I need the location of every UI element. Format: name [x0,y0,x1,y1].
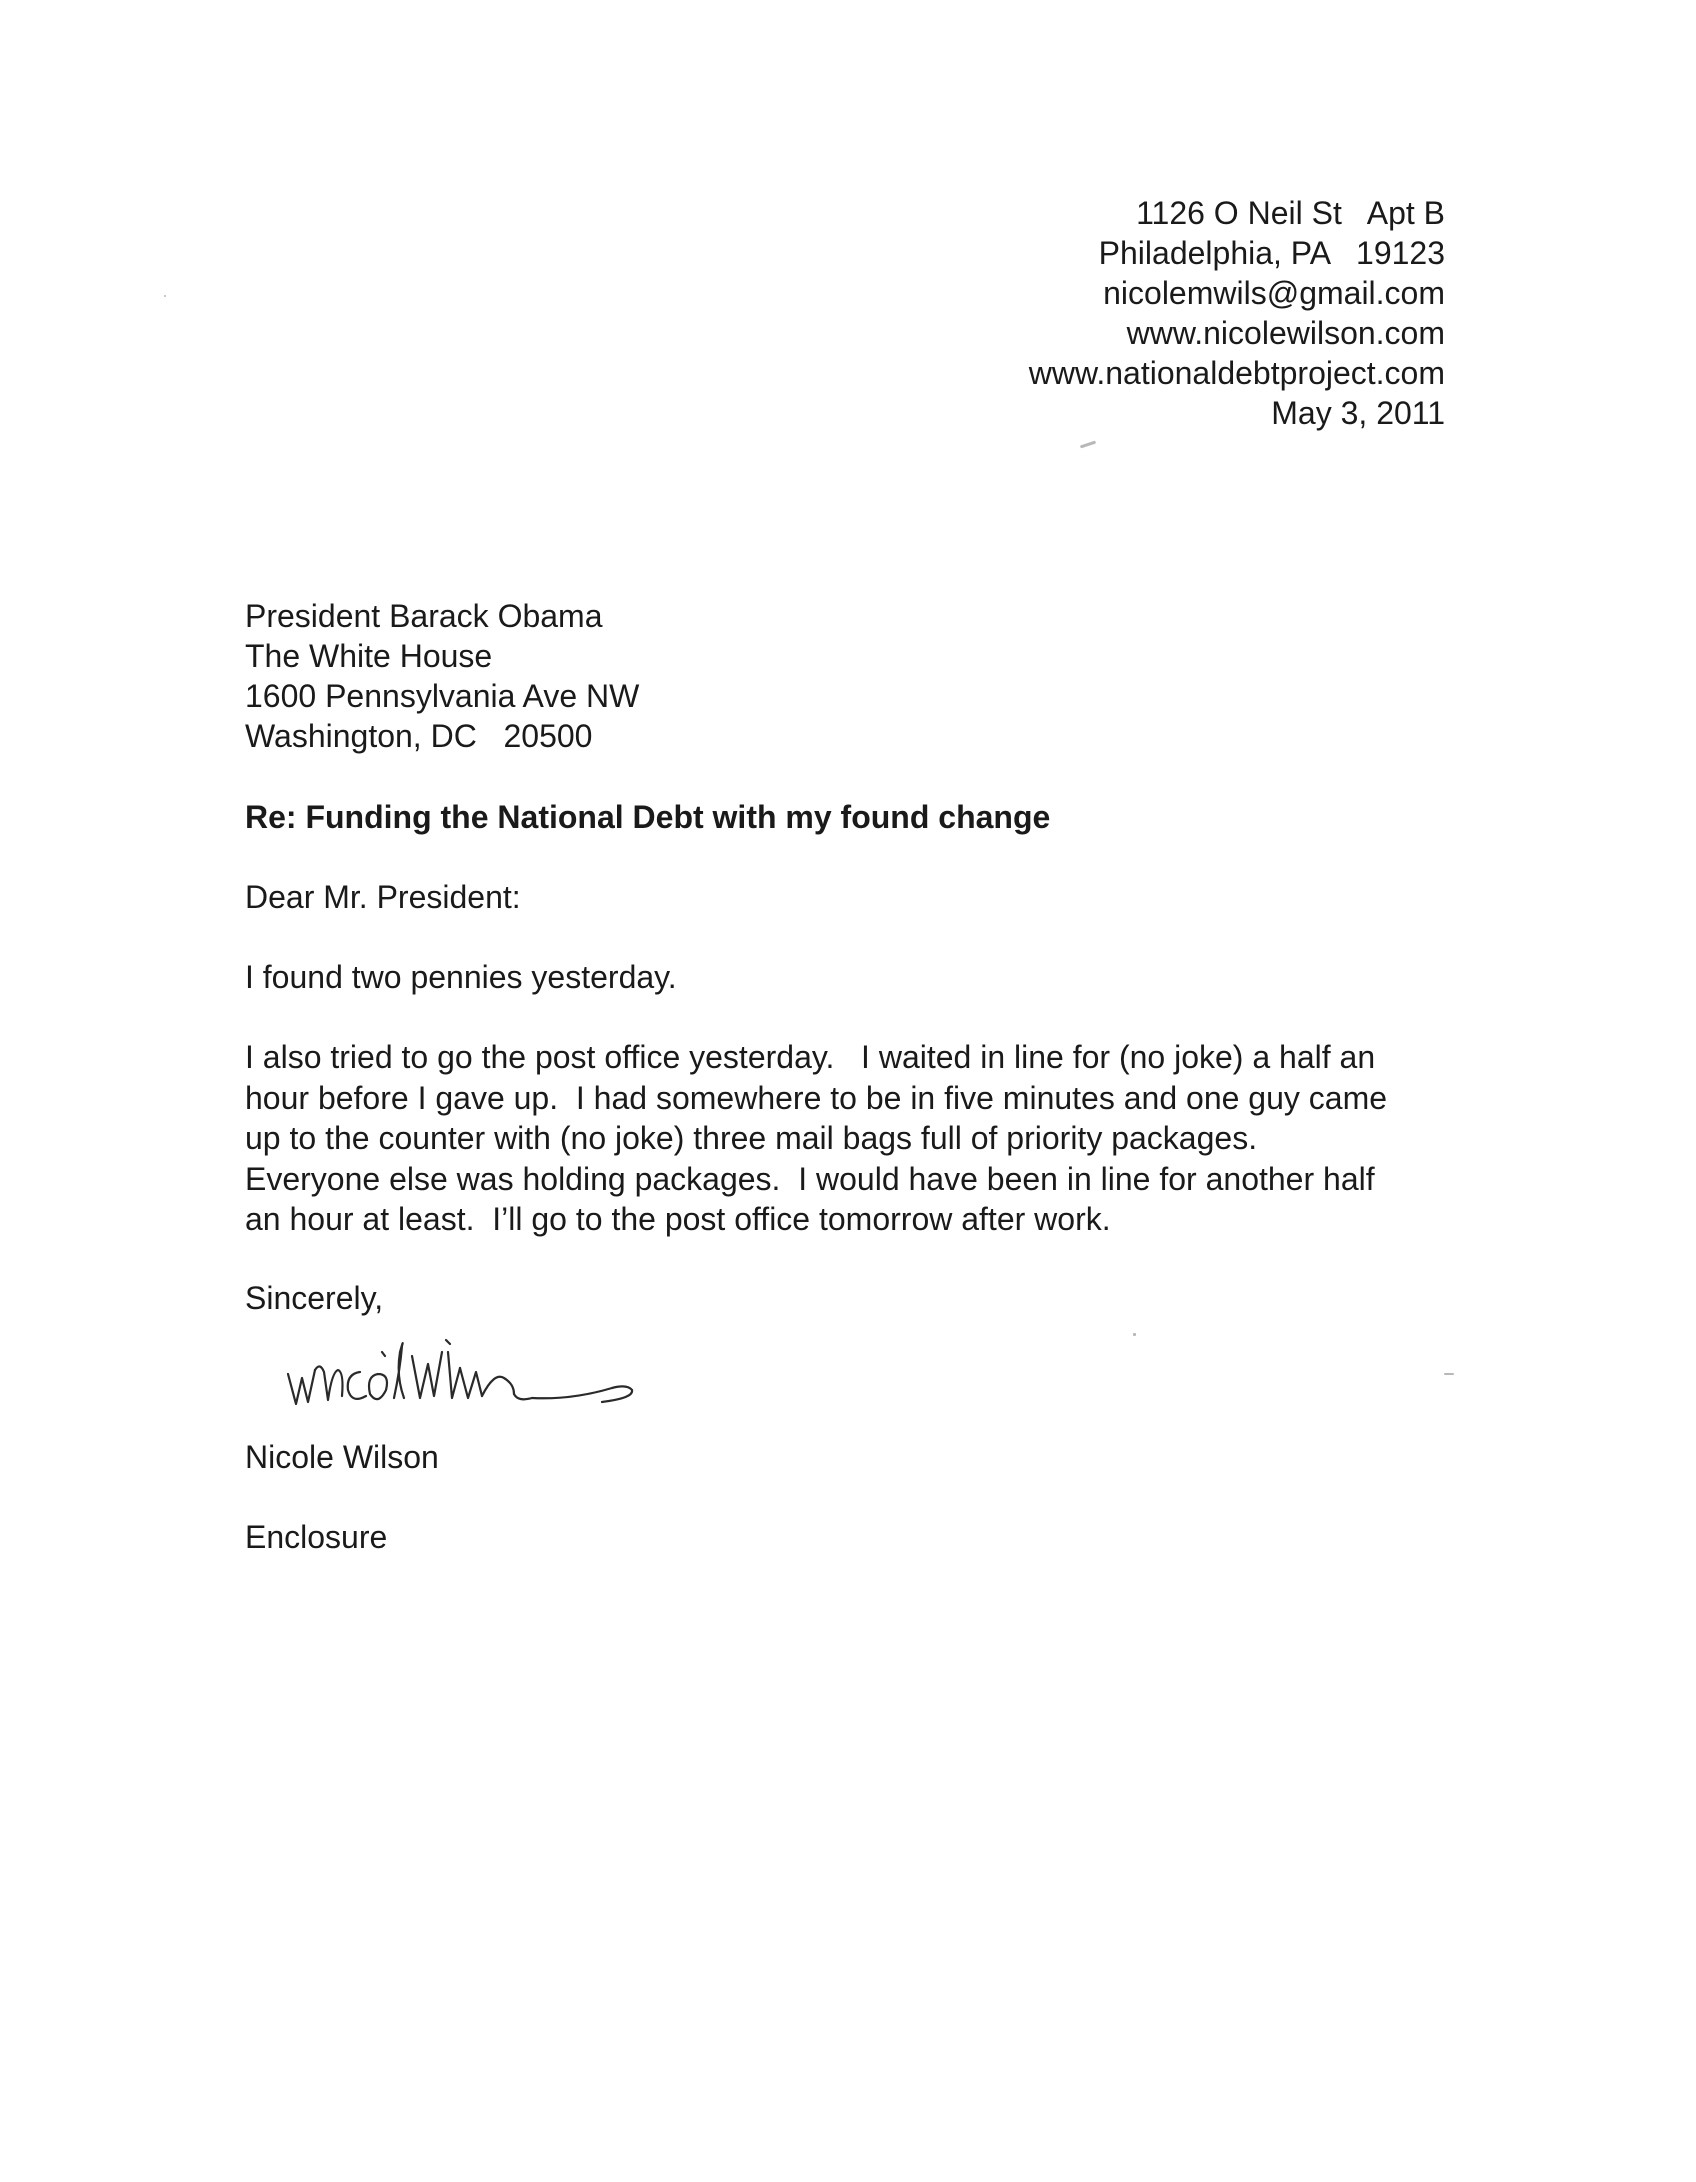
sender-street: 1126 O Neil St Apt B [1136,195,1445,231]
body-paragraph-2-line: an hour at least. I’ll go to the post office tomorrow after work. [245,1201,1111,1237]
letter-date: May 3, 2011 [1271,395,1445,431]
body-paragraph-2-line: Everyone else was holding packages. I would have been in line for another half [245,1160,1375,1197]
recipient-organization: The White House [245,638,493,674]
sender-website-personal: www.nicolewilson.com [1126,315,1445,351]
sender-email: nicolemwils@gmail.com [1103,275,1445,311]
enclosure-notation: Enclosure [245,1519,388,1555]
scan-artifact [1133,1333,1136,1336]
recipient-street: 1600 Pennsylvania Ave NW [245,678,640,714]
sender-city-state-zip: Philadelphia, PA 19123 [1098,235,1445,271]
body-paragraph-2-line: up to the counter with (no joke) three mail bags full of priority packages. [245,1120,1258,1156]
salutation: Dear Mr. President: [245,879,521,915]
recipient-name: President Barack Obama [245,598,603,634]
scan-artifact [164,295,166,297]
handwritten-signature-icon [282,1312,712,1422]
body-paragraph-2-line: hour before I gave up. I had somewhere to be in five minutes and one guy came [245,1079,1388,1116]
body-paragraph-2 [245,1037,1485,1240]
scan-artifact [1444,1373,1454,1375]
recipient-city-state-zip: Washington, DC 20500 [245,718,593,754]
recipient-address-block [245,596,639,756]
sender-website-project: www.nationaldebtproject.com [1028,355,1445,391]
complimentary-close: Sincerely, [245,1280,384,1316]
subject-line: Re: Funding the National Debt with my found change [245,799,1051,835]
body-paragraph-1: I found two pennies yesterday. [245,959,677,995]
sender-address-block [1029,193,1445,433]
scan-artifact [1080,441,1096,449]
body-paragraph-2-line: I also tried to go the post office yesterday. I waited in line for (no joke) a half an [245,1039,1376,1075]
signer-name: Nicole Wilson [245,1439,439,1475]
